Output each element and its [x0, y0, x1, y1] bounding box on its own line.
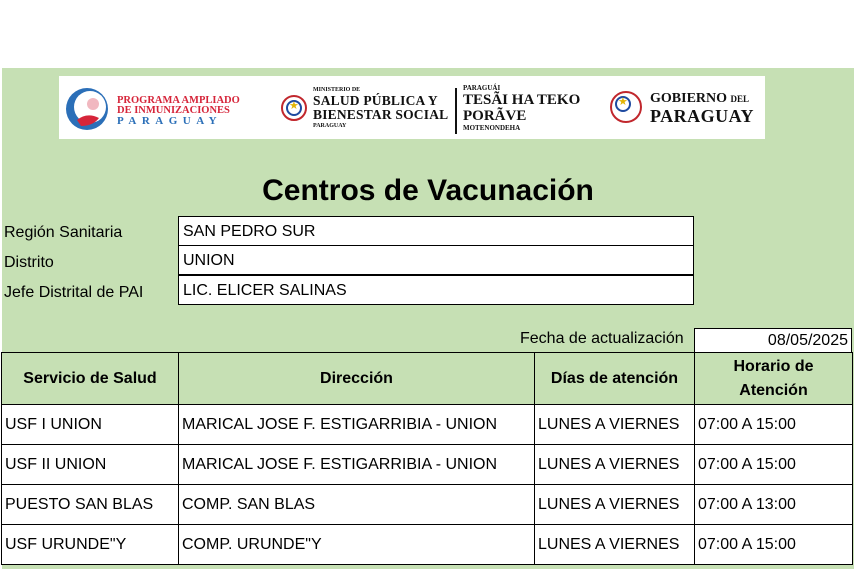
government-logo-text	[650, 91, 754, 125]
cell-address[interactable]: MARICAL JOSE F. ESTIGARRIBIA - UNION	[179, 405, 535, 445]
header-address: Dirección	[179, 353, 535, 405]
table-header-row	[2, 353, 853, 405]
pai-country: PARAGUAY	[117, 115, 223, 127]
pai-name-line-2: DE INMUNIZACIONES	[117, 105, 230, 116]
table-row	[2, 445, 853, 485]
cell-hours[interactable]: 07:00 A 15:00	[695, 525, 853, 565]
tesai-small-text: PARAGUÁI	[463, 84, 501, 92]
district-label: Distrito	[4, 254, 54, 271]
cell-days[interactable]: LUNES A VIERNES	[535, 525, 695, 565]
chief-value[interactable]: LIC. ELICER SALINAS	[178, 275, 694, 305]
ministry-small-text: MINISTERIO DE	[313, 87, 361, 93]
logo-divider	[455, 88, 457, 134]
header-health-service: Servicio de Salud	[2, 353, 179, 405]
ministry-country: PARAGUAY	[313, 123, 347, 129]
tesai-line-2: PORÃVE	[463, 108, 527, 124]
ministry-logo-text	[313, 86, 448, 130]
cell-days[interactable]: LUNES A VIERNES	[535, 405, 695, 445]
header-days: Días de atención	[535, 353, 695, 405]
gov-line-2: PARAGUAY	[650, 106, 755, 126]
cell-hours[interactable]: 07:00 A 13:00	[695, 485, 853, 525]
cell-hours[interactable]: 07:00 A 15:00	[695, 445, 853, 485]
table-row	[2, 405, 853, 445]
cell-address[interactable]: COMP. URUNDE"Y	[179, 525, 535, 565]
chief-label: Jefe Distrital de PAI	[4, 284, 144, 301]
header-hours: Horario de Atención	[695, 353, 853, 405]
cell-address[interactable]: MARICAL JOSE F. ESTIGARRIBIA - UNION	[179, 445, 535, 485]
pai-logo-text	[117, 96, 240, 126]
tesai-bottom-text: MOTENONDEHA	[463, 124, 521, 132]
district-value[interactable]: UNION	[178, 245, 694, 275]
cell-service[interactable]: USF II UNION	[2, 445, 179, 485]
table-row	[2, 485, 853, 525]
cell-service[interactable]: USF I UNION	[2, 405, 179, 445]
cell-hours[interactable]: 07:00 A 15:00	[695, 405, 853, 445]
gov-line-1: GOBIERNO	[650, 91, 728, 106]
government-seal-icon	[610, 91, 642, 123]
cell-address[interactable]: COMP. SAN BLAS	[179, 485, 535, 525]
ministry-line-2: BIENESTAR SOCIAL	[313, 107, 449, 122]
institution-logos-banner	[59, 76, 765, 139]
tesai-line-1: TESÃI HA TEKO	[463, 92, 581, 108]
pai-name-line-1: PROGRAMA AMPLIADO	[117, 95, 240, 106]
update-date-value[interactable]: 08/05/2025	[694, 328, 852, 353]
ministry-seal-icon	[281, 95, 307, 121]
page-title: Centros de Vacunación	[262, 174, 594, 207]
tesai-logo-text	[463, 84, 580, 132]
cell-days[interactable]: LUNES A VIERNES	[535, 445, 695, 485]
pai-logo-icon	[63, 86, 111, 132]
cell-days[interactable]: LUNES A VIERNES	[535, 485, 695, 525]
cell-service[interactable]: USF URUNDE"Y	[2, 525, 179, 565]
update-date-label: Fecha de actualización	[520, 330, 684, 347]
cell-service[interactable]: PUESTO SAN BLAS	[2, 485, 179, 525]
gov-del: DEL	[730, 94, 750, 104]
region-value[interactable]: SAN PEDRO SUR	[178, 216, 694, 246]
ministry-line-1: SALUD PÚBLICA Y	[313, 93, 438, 108]
table-row	[2, 525, 853, 565]
region-label: Región Sanitaria	[4, 224, 123, 241]
vaccination-centers-table	[1, 352, 853, 565]
